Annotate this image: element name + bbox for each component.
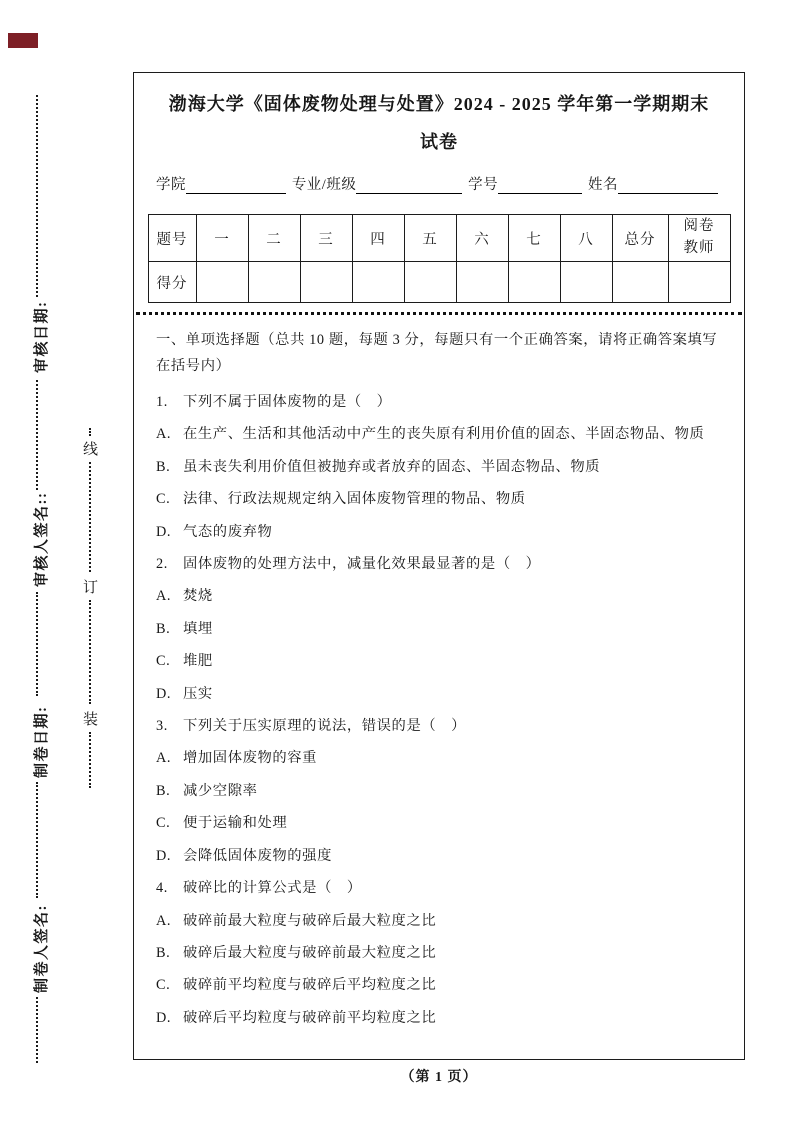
col-header-2: 二 <box>248 215 300 262</box>
printer-signature-label: 制卷人签名: <box>34 904 50 993</box>
option-label: B. <box>156 620 171 637</box>
option-d <box>156 840 728 872</box>
option-text: 破碎后平均粒度与破碎前平均粒度之比 <box>183 1009 437 1026</box>
option-a <box>156 905 728 937</box>
name-field <box>588 173 718 194</box>
score-table <box>148 214 731 303</box>
binding-line-rule <box>89 732 91 788</box>
exam-title-line1: 渤海大学《固体废物处理与处置》2024 - 2025 学年第一学期期末 <box>168 94 710 114</box>
student-info-row <box>156 173 718 194</box>
option-text: 会降低固体废物的强度 <box>183 847 332 864</box>
grader-header-line1: 阅卷 <box>683 218 715 235</box>
score-cell <box>456 262 508 303</box>
name-blank-line <box>618 175 718 194</box>
student-id-label: 学号 <box>468 177 499 193</box>
option-b <box>156 937 728 969</box>
option-label: B. <box>156 458 171 475</box>
reviewer-signature-label: 审核人签名:: <box>34 491 50 587</box>
name-label: 姓名 <box>587 177 618 193</box>
option-text: 焚烧 <box>183 588 213 605</box>
score-cell <box>612 262 668 303</box>
question-number-header: 题号 <box>148 215 196 262</box>
option-d <box>156 1002 728 1034</box>
score-cell <box>352 262 404 303</box>
option-text: 破碎前最大粒度与破碎后最大粒度之比 <box>183 912 437 929</box>
option-text: 减少空隙率 <box>183 782 258 799</box>
option-label: A. <box>156 588 172 605</box>
binding-line-rule <box>89 428 91 436</box>
option-label: A. <box>156 426 172 443</box>
binding-char-bind: 订 <box>83 580 99 596</box>
binding-line-rule <box>89 600 91 704</box>
col-header-3: 三 <box>300 215 352 262</box>
dotted-rule <box>36 592 38 696</box>
option-label: B. <box>156 944 171 961</box>
col-header-5: 五 <box>404 215 456 262</box>
option-c <box>156 483 728 515</box>
question-text: 下列关于压实原理的说法，错误的是（ ） <box>183 718 467 735</box>
option-b <box>156 775 728 807</box>
option-label: D. <box>156 685 172 702</box>
school-blank-line <box>186 175 286 194</box>
dotted-rule <box>36 380 38 490</box>
score-cell <box>560 262 612 303</box>
option-c <box>156 645 728 677</box>
exam-sheet <box>133 72 745 1060</box>
score-table-score-row <box>148 262 730 303</box>
option-label: B. <box>156 782 171 799</box>
option-c <box>156 969 728 1001</box>
dotted-rule <box>36 95 38 297</box>
score-cell <box>248 262 300 303</box>
corner-mark <box>8 33 38 48</box>
option-label: C. <box>156 977 171 994</box>
page-footer: （第 1 页） <box>400 1070 478 1085</box>
grader-header <box>668 215 730 262</box>
option-d <box>156 678 728 710</box>
dotted-rule <box>36 997 38 1063</box>
score-table-header-row <box>148 215 730 262</box>
score-row-header: 得分 <box>148 262 196 303</box>
option-label: C. <box>156 653 171 670</box>
question-stem <box>156 710 728 742</box>
question-number: 1. <box>156 394 168 410</box>
option-text: 破碎前平均粒度与破碎后平均粒度之比 <box>183 977 437 994</box>
score-cell <box>404 262 456 303</box>
school-field <box>156 173 286 194</box>
binding-char-line: 线 <box>83 442 99 458</box>
option-label: A. <box>156 912 172 929</box>
option-b <box>156 451 728 483</box>
col-header-total: 总分 <box>612 215 668 262</box>
option-a <box>156 742 728 774</box>
question-number: 2. <box>156 556 168 573</box>
option-text: 增加固体废物的容重 <box>183 750 318 767</box>
exam-title-line2: 试卷 <box>420 132 458 152</box>
print-date-label: 制卷日期: <box>34 705 50 778</box>
col-header-1: 一 <box>196 215 248 262</box>
option-text: 法律、行政法规规定纳入固体废物管理的物品、物质 <box>183 491 526 508</box>
col-header-4: 四 <box>352 215 404 262</box>
exam-title <box>134 85 744 161</box>
option-a <box>156 418 728 450</box>
option-label: C. <box>156 491 171 508</box>
question-text: 下列不属于固体废物的是（ ） <box>183 394 392 410</box>
col-header-7: 七 <box>508 215 560 262</box>
student-id-blank-line <box>498 175 582 194</box>
section-heading: 一、单项选择题（总共 10 题，每题 3 分，每题只有一个正确答案，请将正确答案填写在括号内） <box>156 332 718 374</box>
col-header-6: 六 <box>456 215 508 262</box>
option-text: 压实 <box>183 685 213 702</box>
dotted-rule <box>36 782 38 898</box>
exam-body <box>134 315 744 1034</box>
question-2 <box>156 548 728 710</box>
option-label: C. <box>156 815 171 832</box>
major-class-blank-line <box>356 175 462 194</box>
major-class-field <box>292 173 463 194</box>
question-stem <box>156 872 728 904</box>
option-d <box>156 516 728 548</box>
score-cell <box>508 262 560 303</box>
option-label: D. <box>156 847 172 864</box>
grader-header-line2: 教师 <box>683 240 715 256</box>
option-text: 气态的废弃物 <box>183 523 273 540</box>
score-cell <box>196 262 248 303</box>
question-text: 固体废物的处理方法中，减量化效果最显著的是（ ） <box>183 556 541 573</box>
option-text: 填埋 <box>183 620 213 637</box>
option-text: 便于运输和处理 <box>183 815 288 832</box>
option-a <box>156 580 728 612</box>
score-cell <box>668 262 730 303</box>
question-number: 3. <box>156 718 168 735</box>
review-date-label: 审核日期: <box>34 300 50 373</box>
question-stem <box>156 548 728 580</box>
option-b <box>156 613 728 645</box>
question-number: 4. <box>156 880 168 897</box>
option-label: D. <box>156 1009 172 1026</box>
option-label: A. <box>156 750 172 767</box>
question-1 <box>156 386 728 548</box>
question-3 <box>156 710 728 872</box>
option-text: 破碎后最大粒度与破碎前最大粒度之比 <box>183 944 437 961</box>
option-text: 虽未丧失利用价值但被抛弃或者放弃的固态、半固态物品、物质 <box>183 458 601 475</box>
school-label: 学院 <box>156 177 186 193</box>
option-text: 在生产、生活和其他活动中产生的丧失原有利用价值的固态、半固态物品、物质 <box>183 426 705 443</box>
binding-char-mount: 装 <box>83 712 99 728</box>
student-id-field <box>468 173 582 194</box>
col-header-8: 八 <box>560 215 612 262</box>
question-4 <box>156 872 728 1034</box>
option-text: 堆肥 <box>183 653 213 670</box>
option-c <box>156 807 728 839</box>
binding-line-rule <box>89 462 91 572</box>
option-label: D. <box>156 523 172 540</box>
score-cell <box>300 262 352 303</box>
question-stem <box>156 386 728 418</box>
question-text: 破碎比的计算公式是（ ） <box>183 880 362 897</box>
major-class-label: 专业/班级 <box>291 177 357 193</box>
